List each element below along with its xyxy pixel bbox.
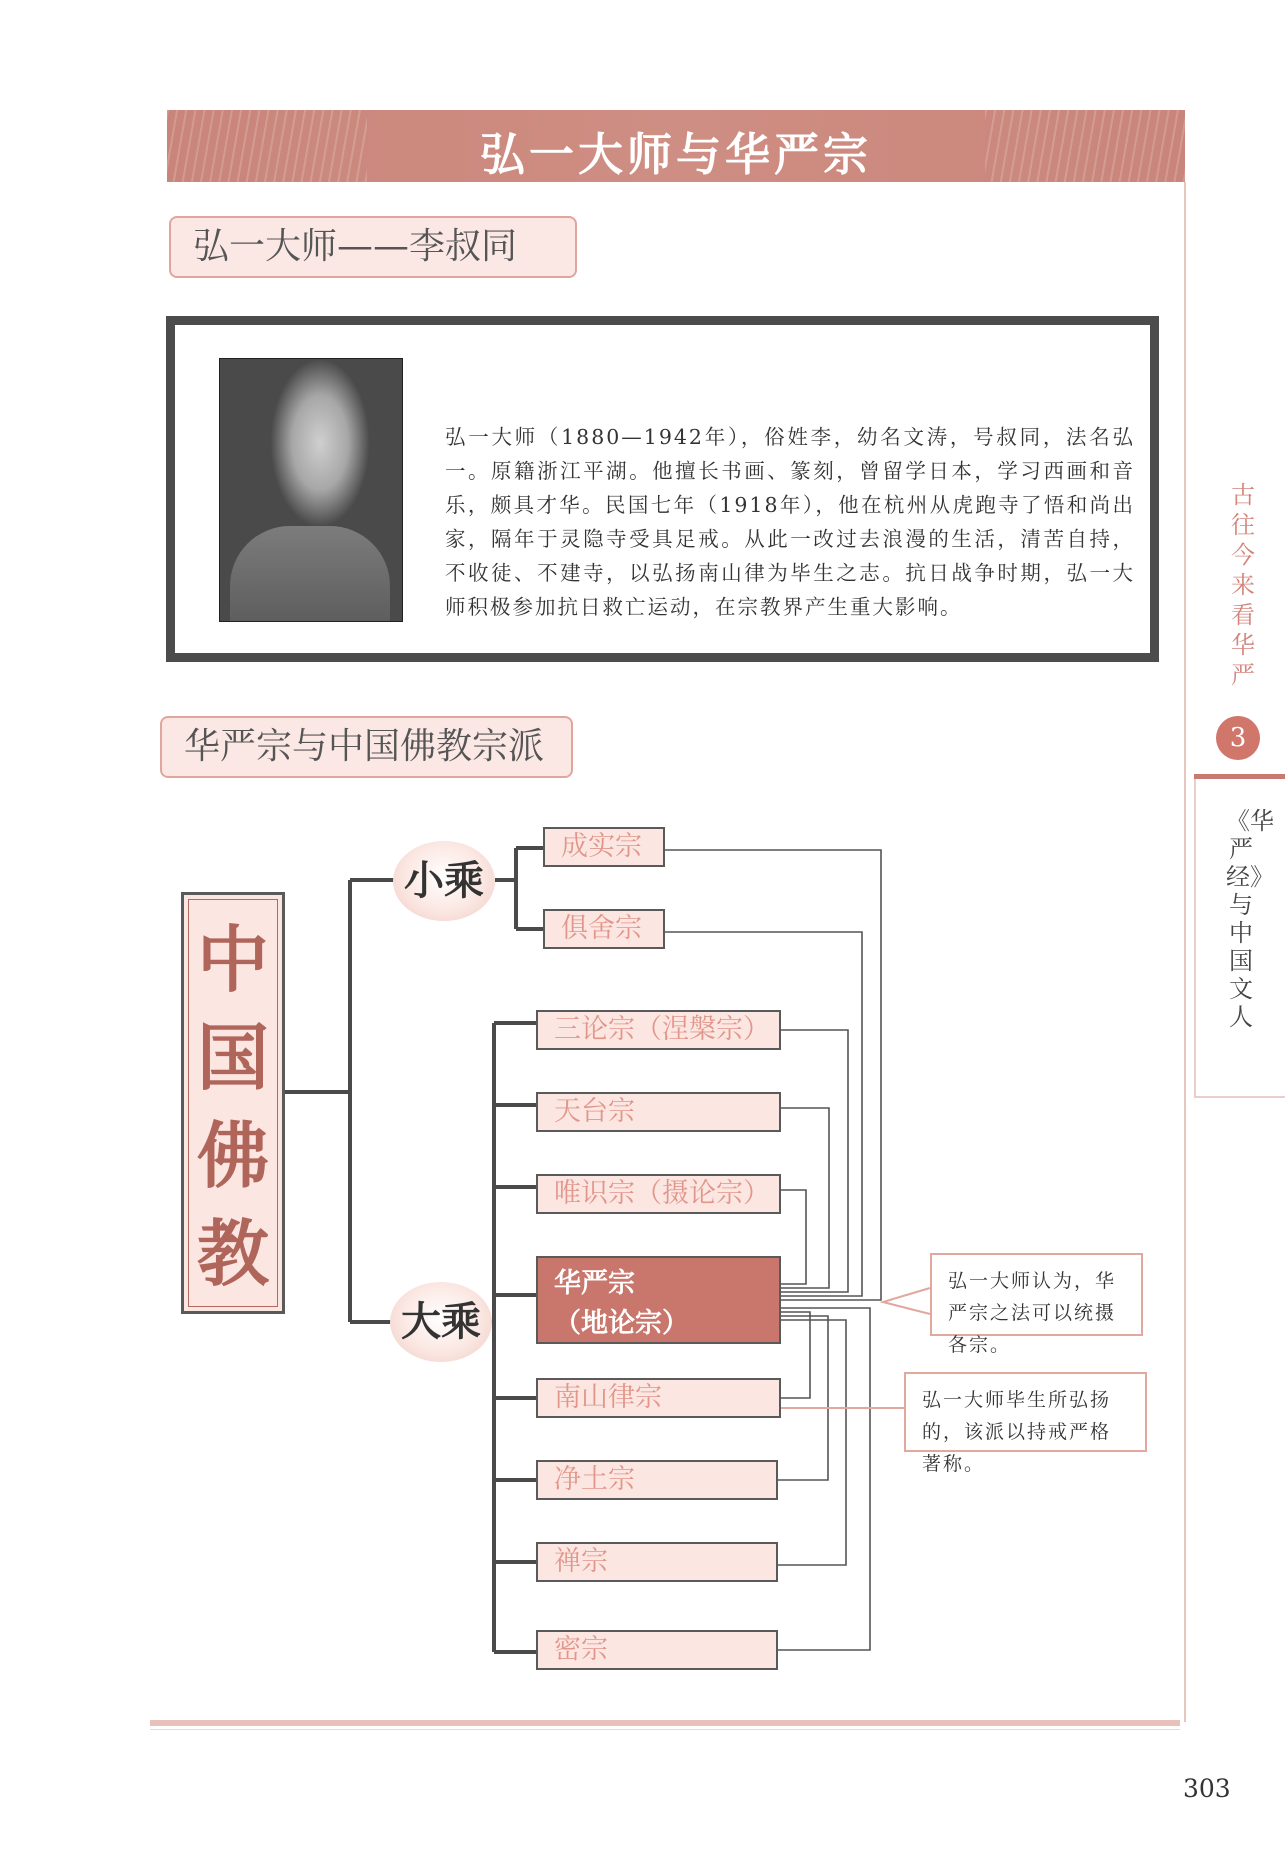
footer-rule-thin	[150, 1729, 1180, 1730]
school-node-huayan-alias: （地论宗）	[554, 1308, 689, 1339]
school-node-chan: 禅宗	[536, 1542, 778, 1582]
section-side-tab	[1194, 779, 1285, 1097]
root-node-chinese-buddhism	[181, 892, 285, 1314]
school-node-sanlun: 三论宗（涅槃宗）	[536, 1010, 781, 1050]
school-node-chengshi: 成实宗	[543, 827, 665, 867]
page-title: 弘一大师与华严宗	[479, 128, 872, 181]
school-node-jingtu: 净土宗	[536, 1460, 778, 1500]
school-node-huayan	[536, 1256, 781, 1344]
chapter-label: 古往今来看华严	[1231, 481, 1255, 689]
section-label: 《华严经》与中国文人	[1226, 807, 1274, 1031]
section-heading-biography: 弘一大师——李叔同	[169, 216, 577, 278]
note-nanshan: 弘一大师毕生所弘扬的，该派以持戒严格著称。	[904, 1372, 1147, 1452]
branch-node-hinayana: 小乘	[393, 841, 495, 921]
title-bar	[167, 110, 1185, 182]
biography-box	[166, 316, 1159, 662]
root-node-label: 中国佛教	[196, 917, 269, 1296]
school-node-tiantai: 天台宗	[536, 1092, 781, 1132]
chapter-number-badge: 3	[1216, 716, 1260, 760]
section-heading-schools: 华严宗与中国佛教宗派	[160, 716, 573, 778]
portrait-photo	[219, 358, 403, 622]
note-huayan: 弘一大师认为，华严宗之法可以统摄各宗。	[930, 1253, 1143, 1336]
school-node-mi: 密宗	[536, 1630, 778, 1670]
school-node-huayan-name: 华严宗	[554, 1268, 635, 1299]
school-node-jushe: 俱舍宗	[543, 909, 665, 949]
page-number: 303	[1183, 1774, 1231, 1803]
page-frame-line	[1184, 182, 1186, 1722]
footer-rule	[150, 1720, 1180, 1726]
side-tab-bottom-rule	[1194, 1096, 1285, 1098]
school-node-weishi: 唯识宗（摄论宗）	[536, 1174, 781, 1214]
biography-text: 弘一大师（1880—1942年），俗姓李，幼名文涛，号叔同，法名弘一。原籍浙江平湖。他擅长书画、篆刻，曾留学日本，学习西画和音乐，颇具才华。民国七年（1918年），他在杭州从虎跑寺了悟和尚出家，隔年于灵隐寺受具足戒。从此一改过去浪漫的生活，清苦自持，不收徒、不建寺，以弘扬南山律为毕生之志。抗日战争时期，弘一大师积极参加抗日救亡运动，在宗教界产生重大影响。	[445, 425, 1135, 619]
school-node-nanshan-lv: 南山律宗	[536, 1378, 781, 1418]
branch-node-mahayana: 大乘	[390, 1282, 492, 1362]
